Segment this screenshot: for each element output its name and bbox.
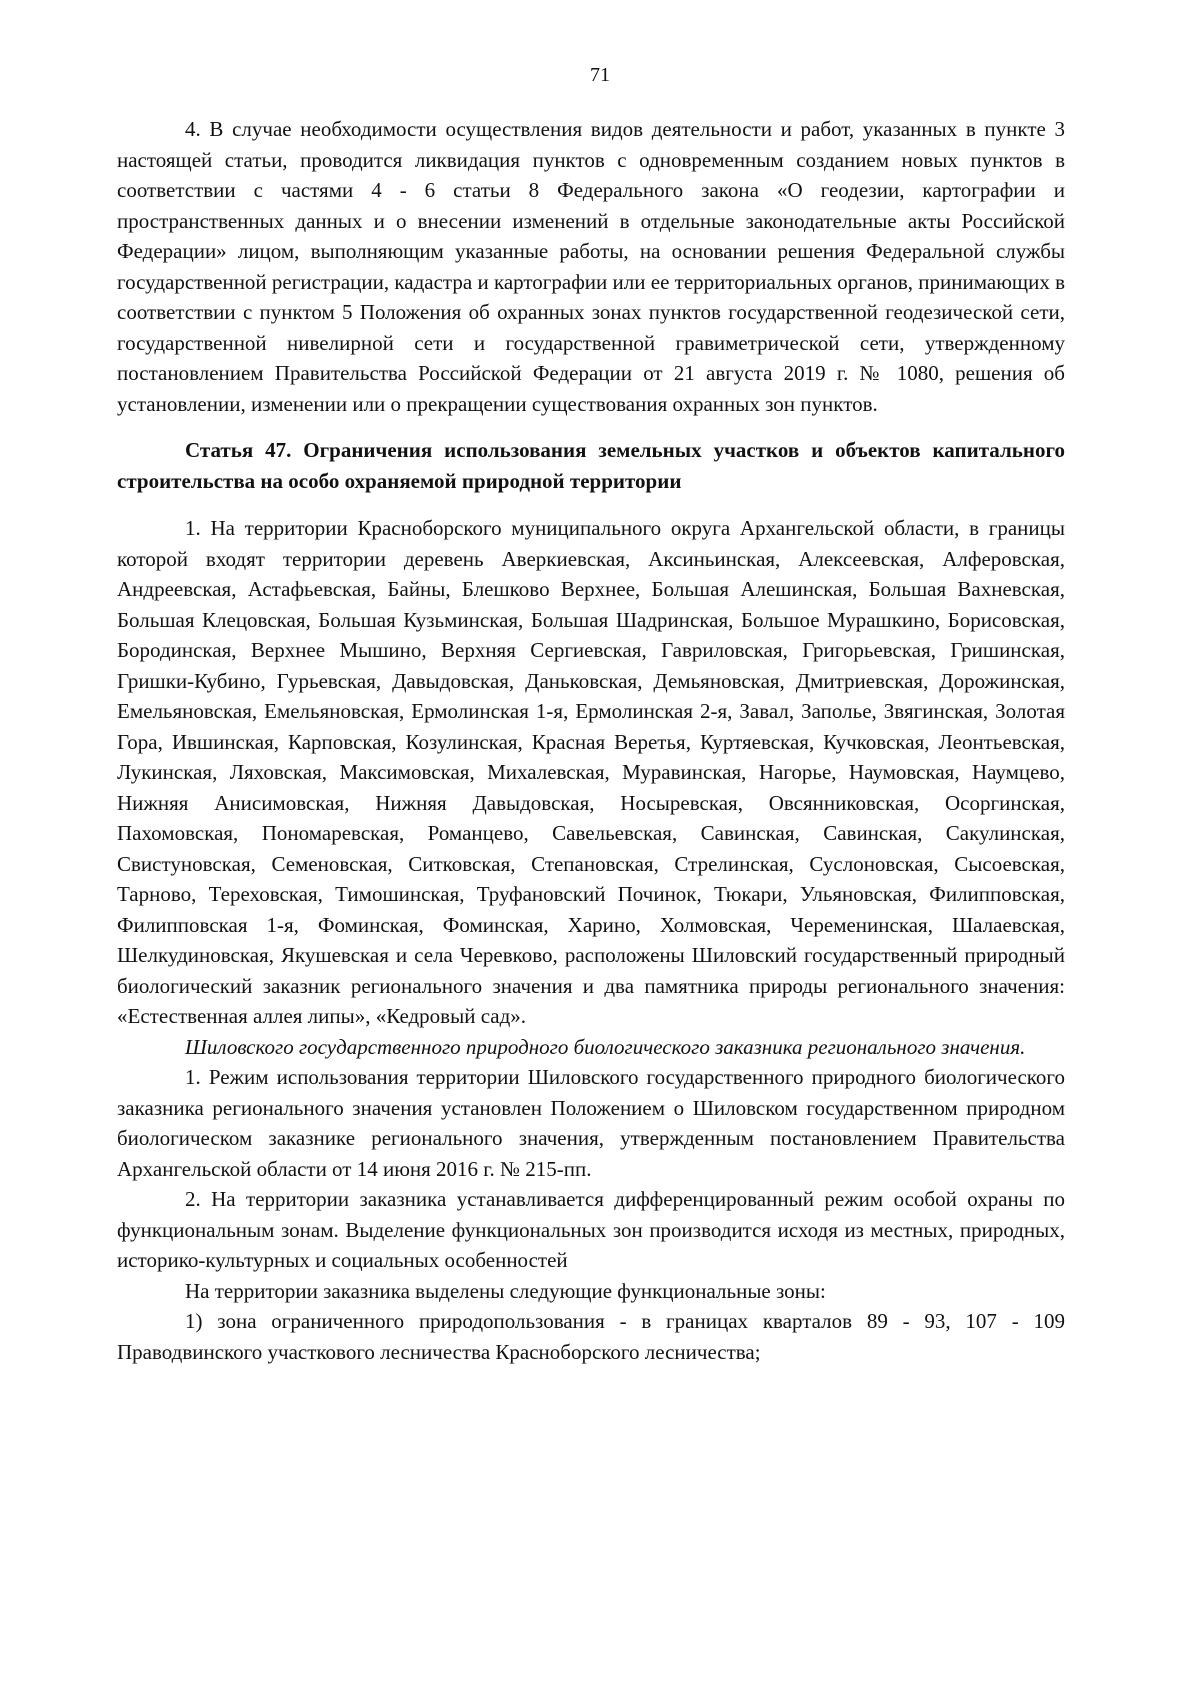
paragraph-zone-1: 1) зона ограниченного природопользования - в границах кварталов 89 - 93, 107 - 109 Праводвинского участкового лесничества Красноборского лесничества; <box>117 1309 1065 1364</box>
page-number: 71 <box>590 64 610 86</box>
paragraph-4-geodesy: 4. В случае необходимости осуществления видов деятельности и работ, указанных в пункте 3 настоящей статьи, проводится ликвидация пунктов с одновременным созданием новых пунктов в соответствии с частями 4 - 6 статьи 8 Федерального закона «О геодезии, картографии и пространственных данных и о внесении изменений в отдельные законодательные акты Российской Федерации» лицом, выполняющим указанные работы, на основании решения Федеральной службы государственной регистрации, кадастра и картографии или ее территориальных органов, принимающих в соответствии с пунктом 5 Положения об охранных зонах пунктов государственной геодезической сети, государственной нивелирной сети и государственной гравиметрической сети, утвержденному постановлением Правительства Российской Федерации от 21 августа 2019 г. № 1080, решения об установлении, изменении или о прекращении существования охранных зон пунктов. <box>117 117 1065 416</box>
article-47-heading: Статья 47. Ограничения использования земельных участков и объектов капитального строительства на особо охраняемой природной территории <box>117 438 1065 493</box>
article-paragraph-territory: 1. На территории Красноборского муниципального округа Архангельской области, в границы которой входят территории деревень Аверкиевская, Аксиньинская, Алексеевская, Алферовская, Андреевская, Астафьевская, Байны, Блешково Верхнее, Большая Алешинская, Большая Вахневская, Большая Клецовская, Большая Кузьминская, Большая Шадринская, Большое Мурашкино, Борисовская, Бородинская, Верхнее Мышино, Верхняя Сергиевская, Гавриловская, Григорьевская, Гришинская, Гришки-Кубино, Гурьевская, Давыдовская, Даньковская, Демьяновская, Дмитриевская, Дорожинская, Емельяновская, Емельяновская, Ермолинская 1-я, Ермолинская 2-я, Завал, Заполье, Звягинская, Золотая Гора, Ившинская, Карповская, Козулинская, Красная Веретья, Куртяевская, Кучковская, Леонтьевская, Лукинская, Ляховская, Максимовская, Михалевская, Муравинская, Нагорье, Наумовская, Наумцево, Нижняя Анисимовская, Нижняя Давыдовская, Носыревская, Овсянниковская, Осоргинская, Пахомовская, Пономаревская, Романцево, Савельевская, Савинская, Савинская, Сакулинская, Свистуновская, Семеновская, Ситковская, Степановская, Стрелинская, Суслоновская, Сысоевская, Тарново, Тереховская, Тимошинская, Труфановский Починок, Тюкари, Ульяновская, Филипповская, Филипповская 1-я, Фоминская, Фоминская, Харино, Холмовская, Череменинская, Шалаевская, Шелкудиновская, Якушевская и села Черевково, расположены Шиловский государственный природный биологический заказник регионального значения и два памятника природы регионального значения: «Естественная аллея липы», «Кедровый сад». <box>117 516 1065 1028</box>
document-body <box>117 114 1065 1367</box>
paragraph-regime: 1. Режим использования территории Шиловского государственного природного биологического заказника регионального значения установлен Положением о Шиловском государственном природном биологическом заказнике регионального значения, утвержденным постановлением Правительства Архангельской области от 14 июня 2016 г. № 215-пп. <box>117 1065 1065 1181</box>
paragraph-zones-list-intro: На территории заказника выделены следующие функциональные зоны: <box>185 1278 826 1303</box>
italic-subheading: Шиловского государственного природного биологического заказника регионального значения. <box>185 1034 1026 1059</box>
paragraph-zones: 2. На территории заказника устанавливается дифференцированный режим особой охраны по функциональным зонам. Выделение функциональных зон производится исходя из местных, природных, историко-культурных и социальных особенностей <box>117 1187 1065 1272</box>
